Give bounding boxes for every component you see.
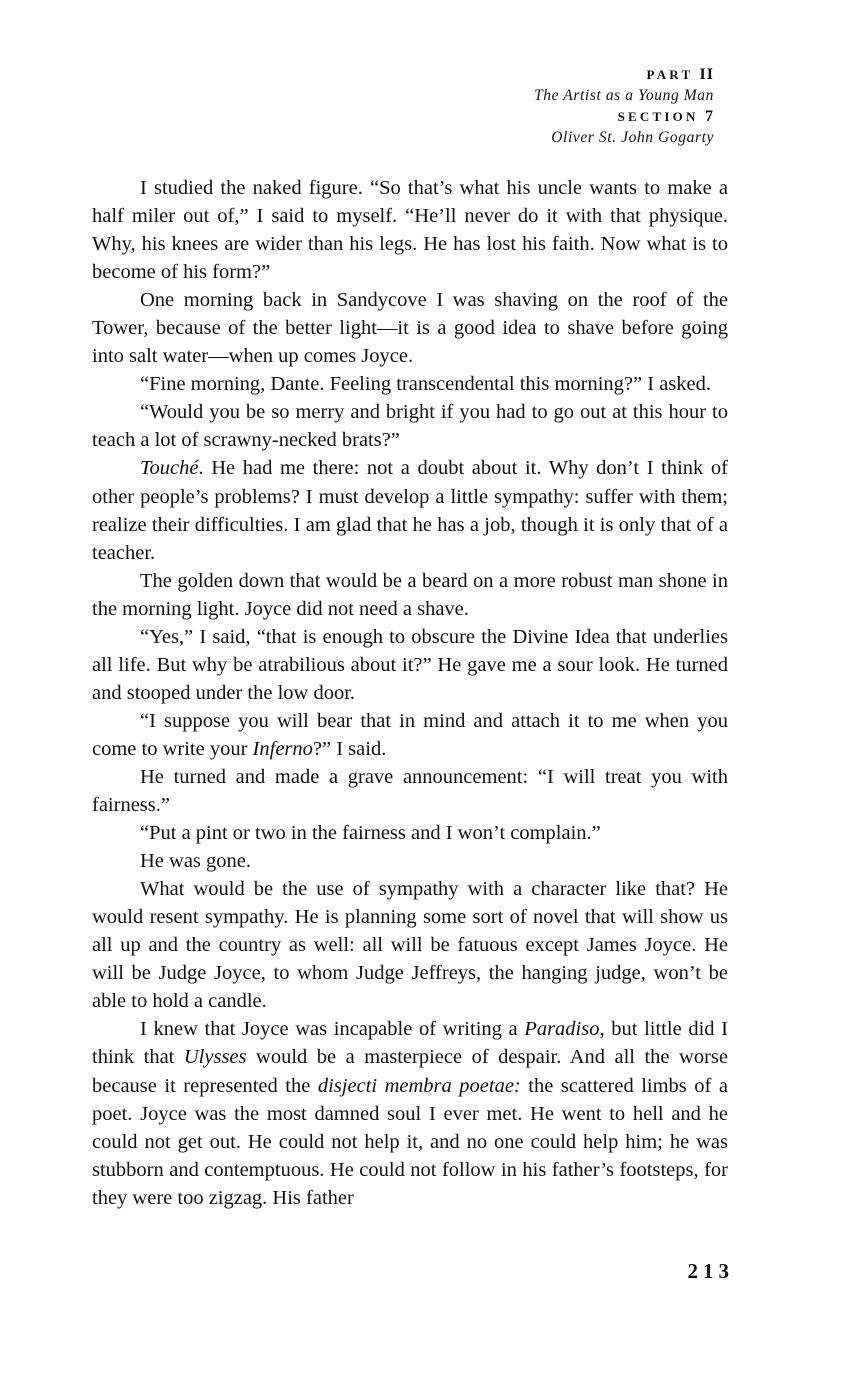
paragraph <box>92 763 728 819</box>
text-run: “Yes,” I said, “that is enough to obscure the Divine Idea that underlies all life. But why be atrabilious about it?” He gave me a sour look. He turned and stooped under the low door. <box>92 625 728 704</box>
text-run: What would be the use of sympathy with a character like that? He would resent sympathy. He is planning some sort of novel that will show us all up and the country as well: all will be fatuous except James Joyce. He will be Judge Joyce, to whom Judge Jeffreys, the hanging judge, won’t be able to hold a candle. <box>92 878 728 1013</box>
paragraph <box>92 875 728 1015</box>
text-run: “Fine morning, Dante. Feeling transcendental this morning?” I asked. <box>140 373 711 396</box>
paragraph <box>92 567 728 623</box>
text-run: ?” I said. <box>312 737 387 760</box>
italic-run: disjecti membra poetae: <box>317 1074 521 1097</box>
text-run: He turned and made a grave announcement: “I will treat you with fairness.” <box>92 765 728 817</box>
text-run: “Put a pint or two in the fairness and I won’t complain.” <box>140 822 601 845</box>
section-heading <box>534 106 714 127</box>
paragraph <box>92 847 728 875</box>
part-heading <box>534 64 714 85</box>
paragraph <box>92 174 728 286</box>
text-run: The golden down that would be a beard on a more robust man shone in the morning light. Joyce did not need a shave. <box>92 569 728 620</box>
text-run: would be a masterpiece of despair. And all the worse because it represented the <box>92 1046 728 1097</box>
paragraph <box>92 623 728 707</box>
italic-run: Paradiso <box>524 1018 600 1041</box>
paragraph <box>92 1015 728 1211</box>
text-run: He was gone. <box>140 850 252 873</box>
paragraph <box>92 454 728 566</box>
text-run: I studied the naked figure. “So that’s what his uncle wants to make a half miler out of,” I said to myself. “He’ll never do it with that physique. Why, his knees are wider than his legs. He has lost his faith. Now what is to become of his form?” <box>92 177 728 284</box>
text-run: . He had me there: not a doubt about it. Why don’t I think of other people’s problems? I must develop a little sympathy: suffer with them; realize their difficulties. I am glad that he has a job, though it is only that of a teacher. <box>92 457 728 564</box>
section-number: 7 <box>705 108 714 125</box>
paragraph <box>92 398 728 454</box>
text-run: One morning back in Sandycove I was shaving on the roof of the Tower, because of the better light—it is a good idea to shave before going into salt water—when up comes Joyce. <box>92 289 728 368</box>
paragraph <box>92 819 728 847</box>
text-run: , but little did I think that <box>92 1018 728 1069</box>
paragraph <box>92 370 728 398</box>
body-text <box>92 174 728 1212</box>
italic-run: Ulysses <box>183 1046 247 1069</box>
part-number: II <box>699 66 714 83</box>
text-run: the scattered limbs of a poet. Joyce was the most damned soul I ever met. He went to hell and he could not get out. He could not help it, and no one could help him; he was stubborn and contemptuous. He could not follow in his father’s footsteps, for they were too zigzag. His father <box>92 1074 728 1209</box>
text-run: “Would you be so merry and bright if you had to go out at this hour to teach a lot of scrawny-necked brats?” <box>92 401 728 452</box>
italic-run: Touché <box>140 457 199 480</box>
paragraph <box>92 707 728 763</box>
running-head <box>534 64 714 148</box>
part-label: PART <box>646 67 694 82</box>
paragraph <box>92 286 728 370</box>
section-title: Oliver St. John Gogarty <box>551 129 714 146</box>
section-label: SECTION <box>617 109 699 124</box>
italic-run: Inferno <box>252 737 313 760</box>
text-run: “I suppose you will bear that in mind and attach it to me when you come to write your <box>92 709 728 760</box>
part-title: The Artist as a Young Man <box>534 87 714 104</box>
page-number: 213 <box>687 1259 734 1283</box>
text-run: I knew that Joyce was incapable of writing a <box>140 1018 525 1041</box>
